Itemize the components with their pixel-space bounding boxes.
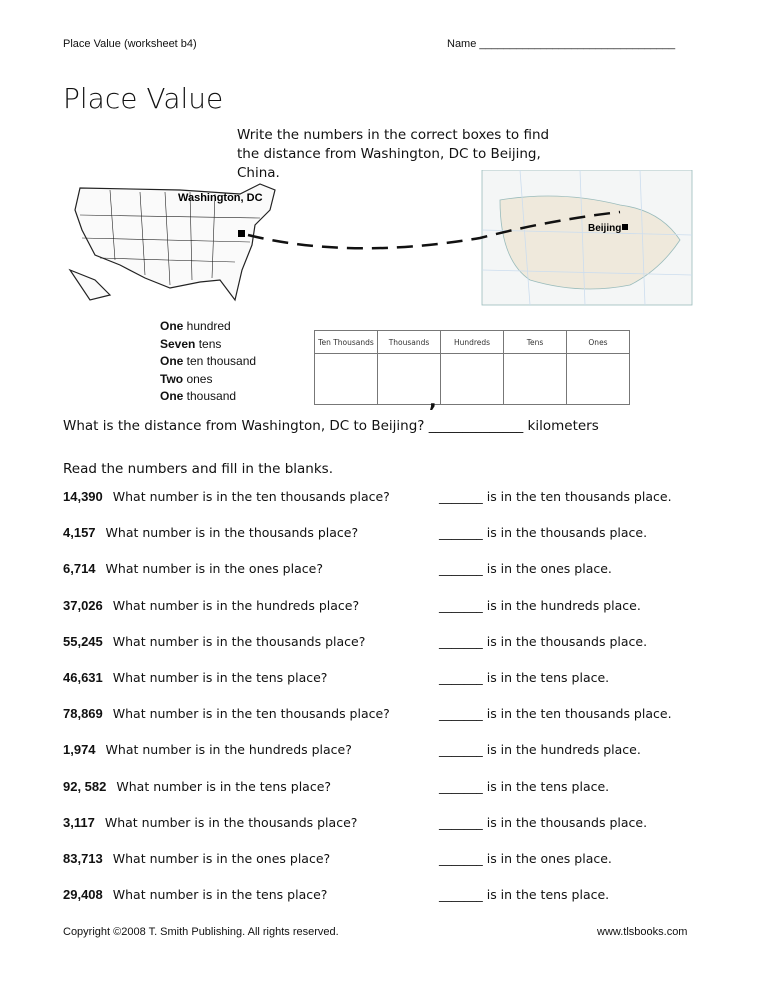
page-title: Place Value — [63, 82, 224, 115]
copyright: Copyright ©2008 T. Smith Publishing. All rights reserved. — [63, 926, 339, 938]
route-map-illustration — [60, 170, 700, 310]
answer-blank[interactable]: _______ is in the tens place. — [439, 670, 610, 685]
clue-item: Two ones — [160, 371, 213, 386]
answer-blank[interactable]: _______ is in the ten thousands place. — [439, 706, 672, 722]
answer-blank[interactable]: _______ is in the hundreds place. — [439, 742, 641, 758]
intro-text: Write the numbers in the correct boxes to find the distance from Washington, DC to Beijing, China. — [237, 127, 550, 181]
answer-blank[interactable]: _______ is in the ones place. — [439, 561, 612, 577]
box-ones[interactable] — [567, 354, 630, 405]
question-text: What number is in the ones place? — [112, 851, 331, 866]
answer-blank[interactable]: _______ is in the tens place. — [439, 778, 610, 794]
question-row — [63, 525, 713, 545]
header-thousands: Thousands — [378, 331, 441, 354]
question-row — [63, 561, 713, 581]
header-tens: Tens — [504, 331, 567, 354]
worksheet-label: Place Value (worksheet b4) — [63, 38, 197, 50]
question-row — [63, 634, 713, 654]
answer-blank[interactable]: _______ is in the ten thousands place. — [439, 489, 672, 504]
number: 3,117 — [63, 814, 95, 830]
box-hundreds[interactable] — [441, 354, 504, 405]
number: 14,390 — [63, 489, 103, 504]
clue-item: One ten thousand — [160, 354, 257, 368]
clue-list — [160, 318, 256, 406]
number: 29,408 — [63, 887, 103, 903]
number: 55,245 — [63, 633, 103, 649]
question-text: What number is in the thousands place? — [112, 633, 366, 649]
box-tens[interactable] — [504, 354, 567, 405]
header-ten-thousands: Ten Thousands — [315, 331, 378, 354]
question-text: What number is in the tens place? — [112, 887, 328, 903]
number: 4,157 — [63, 525, 96, 541]
clue-item: Seven tens — [160, 336, 222, 351]
website: www.tlsbooks.com — [597, 926, 688, 938]
number: 83,713 — [63, 851, 103, 866]
question-text: What number is in the thousands place? — [105, 525, 359, 541]
question-row — [63, 598, 713, 618]
question-row — [63, 706, 713, 726]
question-text: What number is in the tens place? — [116, 778, 332, 794]
box-ten-thousands[interactable] — [315, 354, 378, 405]
number: 92, 582 — [63, 778, 107, 794]
question-text: What number is in the ten thousands place? — [112, 489, 390, 504]
header-hundreds: Hundreds — [441, 331, 504, 354]
question-text: What number is in the ten thousands place? — [112, 706, 390, 722]
instructions: Read the numbers and fill in the blanks. — [63, 461, 333, 477]
answer-blank[interactable]: _______ is in the ones place. — [439, 851, 612, 866]
answer-blank[interactable]: _______ is in the tens place. — [439, 887, 610, 903]
clue-item: One hundred — [160, 319, 231, 333]
number: 78,869 — [63, 706, 103, 722]
washington-marker — [238, 230, 245, 237]
question-row — [63, 887, 713, 907]
number: 6,714 — [63, 561, 96, 577]
number: 46,631 — [63, 670, 103, 685]
question-text: What number is in the hundreds place? — [105, 742, 352, 758]
beijing-marker — [622, 224, 628, 230]
answer-blank[interactable]: _______ is in the thousands place. — [439, 525, 648, 541]
name-field-label: Name ________________________________ — [447, 38, 676, 50]
thousands-comma: , — [429, 388, 437, 412]
question-row — [63, 489, 713, 509]
beijing-label: Beijing — [588, 223, 622, 234]
question-text: What number is in the hundreds place? — [112, 597, 360, 613]
distance-question: What is the distance from Washington, DC to Beijing? ______________ kilometers — [63, 418, 599, 434]
question-row — [63, 670, 713, 690]
question-row — [63, 779, 713, 799]
question-row — [63, 742, 713, 762]
header-ones: Ones — [567, 331, 630, 354]
question-row — [63, 815, 713, 835]
question-row — [63, 851, 713, 871]
clue-item: One thousand — [160, 389, 237, 403]
question-text: What number is in the ones place? — [105, 561, 323, 577]
answer-blank[interactable]: _______ is in the hundreds place. — [439, 597, 641, 613]
place-value-table — [314, 330, 630, 405]
answer-blank[interactable]: _______ is in the thousands place. — [439, 814, 648, 830]
question-text: What number is in the tens place? — [112, 670, 328, 685]
washington-label: Washington, DC — [178, 192, 263, 204]
answer-blank[interactable]: _______ is in the thousands place. — [439, 633, 648, 649]
china-map — [482, 170, 692, 305]
number: 1,974 — [63, 742, 96, 758]
number: 37,026 — [63, 597, 103, 613]
question-text: What number is in the thousands place? — [104, 814, 358, 830]
